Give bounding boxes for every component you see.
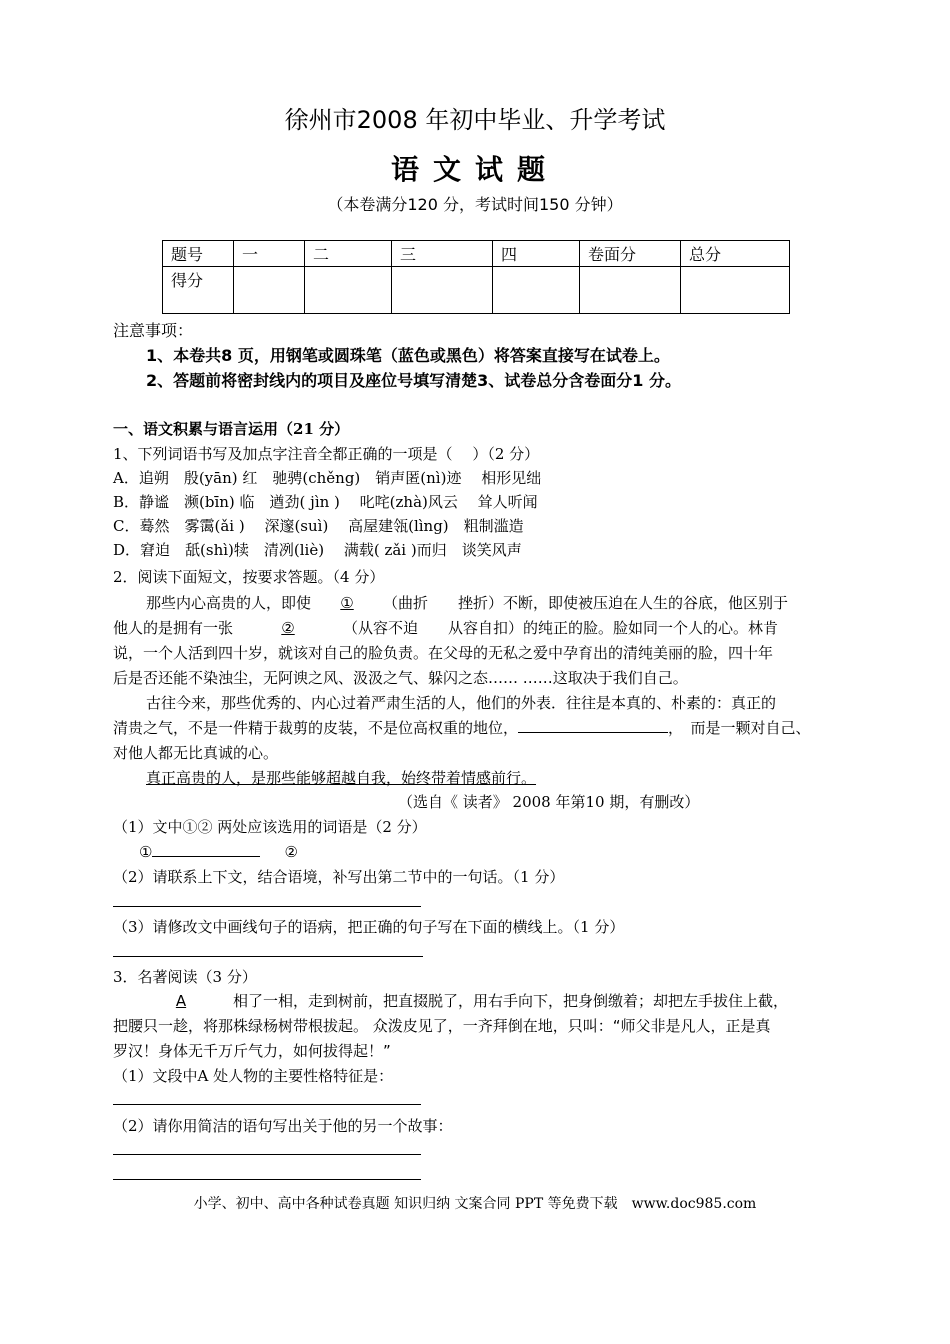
q2-passage-line: 对他人都无比真诚的心。 (113, 744, 279, 762)
score-table (162, 240, 790, 314)
score-cell[interactable] (681, 267, 790, 314)
q3-sub2: （2）请你用简洁的语句写出关于他的另一个故事： (113, 1117, 453, 1135)
q2-text: 那些内心高贵的人，即使 (146, 594, 312, 612)
q2-sub1-marker-1: ① (139, 843, 153, 861)
answer-line[interactable] (113, 1179, 421, 1180)
q1-option-c: C．蓦然 雾霭(ǎi ) 深邃(suì) 高屋建瓴(lìng) 粗制滥造 (113, 517, 524, 535)
footer: 小学、初中、高中各种试卷真题 知识归纳 文案合同 PPT 等免费下载 www.doc985.com (193, 1196, 757, 1212)
q2-text: 清贵之气，不是一件精于裁剪的皮装，不是位高权重的地位， (113, 719, 519, 737)
page-title: 徐州市2008 年初中毕业、升学考试 (284, 106, 666, 134)
score-header-cell: 三 (392, 241, 493, 267)
score-cell[interactable] (234, 267, 305, 314)
q2-source: （选自《 读者》 2008 年第10 期，有删改） (398, 793, 700, 811)
score-header-cell: 二 (305, 241, 392, 267)
q3-text: 相了一相，走到树前，把直掇脱了，用右手向下，把身倒缴着；却把左手拔住上截， (233, 992, 789, 1010)
answer-line[interactable] (113, 1154, 421, 1155)
q3-passage-line: 把腰只一趁，将那株绿杨树带根拔起。 众泼皮见了，一齐拜倒在地，只叫：“师父非是凡人，正是真 (113, 1017, 771, 1035)
q3-blank-a[interactable]: A (175, 992, 187, 1010)
answer-line[interactable] (113, 1104, 421, 1105)
q3-stem: 3．名著阅读（3 分） (113, 968, 257, 986)
q2-fill-blank[interactable] (518, 718, 668, 733)
exam-info: （本卷满分120 分，考试时间150 分钟） (327, 195, 623, 214)
q2-sub1-blank-1[interactable] (152, 842, 260, 857)
score-table-header-row (163, 241, 790, 267)
q2-passage-line: 说，一个人活到四十岁，就该对自己的脸负责。在父母的无私之爱中孕育出的清纯美丽的脸，四十年 (113, 644, 774, 662)
q3-passage-line: 罗汉！身体无千万斤气力，如何拔得起！” (113, 1042, 391, 1060)
q2-sub1-marker-2: ② (284, 843, 298, 861)
score-header-cell: 题号 (163, 241, 234, 267)
q3-passage-line (139, 990, 788, 1011)
score-header-cell: 一 (234, 241, 305, 267)
q2-sub3: （3）请修改文中画线句子的语病，把正确的句子写在下面的横线上。（1 分） (113, 918, 625, 936)
score-header-cell: 总分 (681, 241, 790, 267)
q2-sub2: （2）请联系上下文，结合语境，补写出第二节中的一句话。（1 分） (113, 868, 565, 886)
notice-item-2: 2、答题前将密封线内的项目及座位号填写清楚3、试卷总分含卷面分1 分。 (146, 371, 681, 390)
q2-passage-line (146, 592, 788, 613)
q2-passage-line (113, 617, 778, 638)
score-header-cell: 四 (493, 241, 580, 267)
q2-blank-1[interactable]: ① (340, 594, 354, 612)
q2-text: ， 而是一颗对自己、 (668, 719, 811, 737)
q2-text: （从容不迫 从容自扣）的纯正的脸。脸如同一个人的心。林肯 (343, 619, 779, 637)
score-cell[interactable] (392, 267, 493, 314)
score-row-label: 得分 (163, 267, 234, 314)
q2-text: （曲折 挫折）不断，即使被压迫在人生的谷底，他区别于 (383, 594, 789, 612)
q1-option-d: D．窘迫 舐(shì)犊 清冽(liè) 满载( zǎi )而归 谈笑风声 (113, 541, 522, 559)
q2-passage-line (113, 717, 811, 738)
q2-passage-line: 古往今来，那些优秀的、内心过着严肃生活的人，他们的外表．往往是本真的、朴素的：真正的 (146, 694, 777, 712)
q2-text: 他人的是拥有一张 (113, 619, 234, 637)
subject-title: 语文试题 (390, 153, 559, 186)
answer-line[interactable] (113, 956, 423, 957)
score-table-score-row (163, 267, 790, 314)
q1-option-b: B．静谧 濒(bīn) 临 遒劲( jìn ) 叱咤(zhà)风云 耸人听闻 (113, 493, 538, 511)
score-header-cell: 卷面分 (580, 241, 681, 267)
q1-stem: 1、下列词语书写及加点字注音全都正确的一项是（ ）（2 分） (113, 445, 540, 463)
q2-sub1-answer-line (139, 842, 298, 861)
answer-line[interactable] (113, 906, 421, 907)
section-1-heading: 一、语文积累与语言运用（21 分） (113, 420, 350, 438)
q1-option-a: A．追朔 殷(yān) 红 驰骋(chěng) 销声匿(nì)迹 相形见绌 (113, 469, 542, 487)
score-cell[interactable] (305, 267, 392, 314)
score-cell[interactable] (580, 267, 681, 314)
q3-sub1: （1）文段中A 处人物的主要性格特征是： (113, 1067, 394, 1085)
notice-title: 注意事项： (113, 321, 194, 340)
q2-sub1: （1）文中①② 两处应该选用的词语是（2 分） (113, 818, 427, 836)
q2-passage-line: 后是否还能不染浊尘，无阿谀之风、汲汲之气、躲闪之态…… ……这取决于我们自己。 (113, 669, 688, 687)
score-cell[interactable] (493, 267, 580, 314)
q2-stem: 2．阅读下面短文，按要求答题。（4 分） (113, 568, 385, 586)
q2-underlined-sentence: 真正高贵的人，是那些能够超越自我，始终带着情感前行。 (146, 769, 537, 787)
q2-blank-2[interactable]: ② (281, 619, 295, 637)
notice-item-1: 1、本卷共8 页，用钢笔或圆珠笔（蓝色或黑色）将答案直接写在试卷上。 (146, 346, 670, 365)
